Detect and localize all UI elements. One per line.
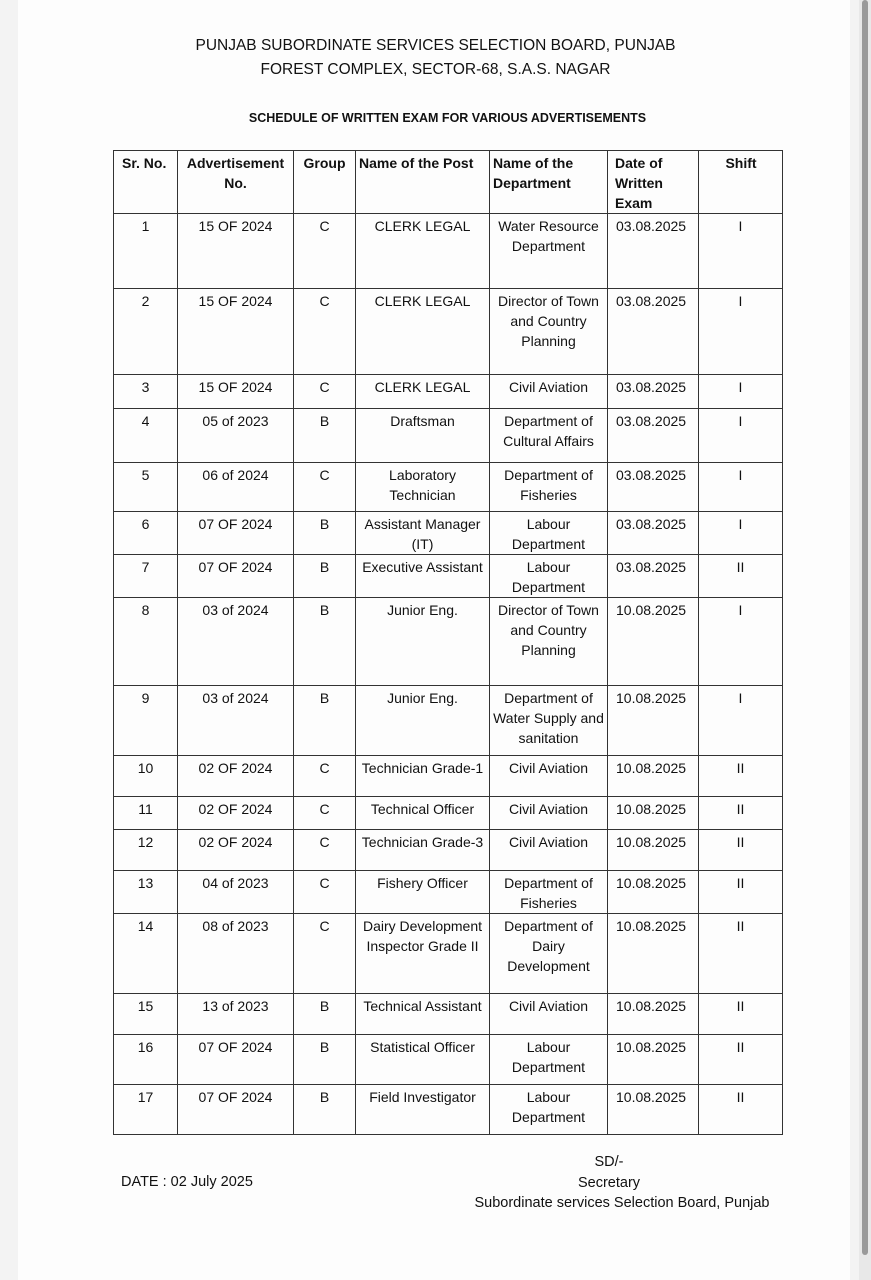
table-row [114,830,783,871]
cell-sr-no: 15 [114,994,178,1035]
cell-advertisement-no: 02 OF 2024 [178,830,294,871]
cell-department: Labour Department [490,1035,608,1085]
cell-shift: II [699,871,783,914]
cell-exam-date: 03.08.2025 [608,409,699,463]
header-post: Name of the Post [356,151,490,214]
cell-shift: II [699,994,783,1035]
cell-exam-date: 10.08.2025 [608,598,699,686]
cell-advertisement-no: 03 of 2024 [178,598,294,686]
cell-department: Department of Dairy Development [490,914,608,994]
schedule-title: SCHEDULE OF WRITTEN EXAM FOR VARIOUS ADVERTISEMENTS [248,111,647,125]
cell-shift: I [699,686,783,756]
cell-group: B [294,555,356,598]
header-exam-date: Date of Written Exam [608,151,699,214]
cell-sr-no: 11 [114,797,178,830]
scrollbar-thumb[interactable] [862,0,868,1255]
cell-post: Junior Eng. [356,598,490,686]
table-row [114,871,783,914]
cell-department: Labour Department [490,1085,608,1135]
cell-shift: II [699,555,783,598]
cell-department: Labour Department [490,555,608,598]
cell-exam-date: 03.08.2025 [608,289,699,375]
cell-post: Statistical Officer [356,1035,490,1085]
cell-advertisement-no: 15 OF 2024 [178,289,294,375]
cell-exam-date: 10.08.2025 [608,686,699,756]
table-row [114,756,783,797]
cell-group: B [294,409,356,463]
cell-department: Civil Aviation [490,375,608,409]
cell-post: Assistant Manager (IT) [356,512,490,555]
cell-shift: II [699,914,783,994]
cell-department: Civil Aviation [490,994,608,1035]
cell-shift: I [699,214,783,289]
cell-sr-no: 17 [114,1085,178,1135]
cell-group: C [294,797,356,830]
table-row [114,914,783,994]
cell-post: Technician Grade-3 [356,830,490,871]
cell-group: C [294,289,356,375]
cell-sr-no: 5 [114,463,178,512]
cell-group: B [294,994,356,1035]
cell-sr-no: 1 [114,214,178,289]
cell-advertisement-no: 07 OF 2024 [178,512,294,555]
cell-post: CLERK LEGAL [356,375,490,409]
cell-post: Laboratory Technician [356,463,490,512]
cell-sr-no: 2 [114,289,178,375]
cell-advertisement-no: 02 OF 2024 [178,797,294,830]
cell-group: B [294,598,356,686]
table-row [114,1035,783,1085]
cell-sr-no: 4 [114,409,178,463]
cell-sr-no: 8 [114,598,178,686]
table-row [114,994,783,1035]
cell-advertisement-no: 07 OF 2024 [178,1085,294,1135]
cell-shift: I [699,463,783,512]
cell-post: Junior Eng. [356,686,490,756]
cell-group: C [294,914,356,994]
header-group: Group [294,151,356,214]
scrollbar-track[interactable] [859,0,871,1280]
cell-exam-date: 10.08.2025 [608,797,699,830]
cell-shift: II [699,797,783,830]
cell-shift: II [699,1035,783,1085]
table-row [114,214,783,289]
cell-post: CLERK LEGAL [356,214,490,289]
table-row [114,1085,783,1135]
cell-shift: I [699,409,783,463]
cell-exam-date: 10.08.2025 [608,1035,699,1085]
cell-sr-no: 9 [114,686,178,756]
board-address: FOREST COMPLEX, SECTOR-68, S.A.S. NAGAR [260,61,611,78]
cell-exam-date: 03.08.2025 [608,214,699,289]
cell-department: Water Resource Department [490,214,608,289]
cell-advertisement-no: 15 OF 2024 [178,214,294,289]
table-row [114,512,783,555]
document-date: DATE : 02 July 2025 [121,1174,253,1190]
cell-advertisement-no: 05 of 2023 [178,409,294,463]
cell-department: Civil Aviation [490,830,608,871]
table-row [114,409,783,463]
cell-advertisement-no: 03 of 2024 [178,686,294,756]
table-row [114,598,783,686]
header-advertisement-no: Advertisement No. [178,151,294,214]
cell-group: C [294,375,356,409]
table-row [114,289,783,375]
table-row [114,375,783,409]
cell-department: Department of Cultural Affairs [490,409,608,463]
board-name-heading: PUNJAB SUBORDINATE SERVICES SELECTION BOARD, PUNJAB [195,37,676,54]
cell-exam-date: 03.08.2025 [608,555,699,598]
cell-shift: II [699,830,783,871]
cell-department: Department of Fisheries [490,463,608,512]
table-header-row [114,151,783,214]
cell-exam-date: 10.08.2025 [608,756,699,797]
cell-post: Fishery Officer [356,871,490,914]
table-row [114,686,783,756]
cell-post: Technical Assistant [356,994,490,1035]
cell-shift: I [699,598,783,686]
cell-advertisement-no: 07 OF 2024 [178,555,294,598]
cell-exam-date: 10.08.2025 [608,1085,699,1135]
cell-exam-date: 03.08.2025 [608,375,699,409]
cell-department: Department of Fisheries [490,871,608,914]
cell-post: Field Investigator [356,1085,490,1135]
cell-shift: I [699,375,783,409]
cell-sr-no: 14 [114,914,178,994]
cell-post: Technician Grade-1 [356,756,490,797]
table-row [114,555,783,598]
cell-post: Technical Officer [356,797,490,830]
cell-post: CLERK LEGAL [356,289,490,375]
cell-exam-date: 10.08.2025 [608,830,699,871]
cell-advertisement-no: 04 of 2023 [178,871,294,914]
signatory-designation: Secretary [577,1175,641,1191]
cell-shift: I [699,512,783,555]
signatory-board: Subordinate services Selection Board, Punjab [474,1195,770,1211]
cell-group: B [294,1035,356,1085]
header-shift: Shift [699,151,783,214]
header-sr-no: Sr. No. [114,151,178,214]
cell-advertisement-no: 15 OF 2024 [178,375,294,409]
cell-department: Director of Town and Country Planning [490,598,608,686]
exam-schedule-table [113,150,783,1135]
cell-advertisement-no: 08 of 2023 [178,914,294,994]
cell-group: B [294,686,356,756]
cell-sr-no: 16 [114,1035,178,1085]
cell-post: Executive Assistant [356,555,490,598]
cell-department: Director of Town and Country Planning [490,289,608,375]
cell-exam-date: 10.08.2025 [608,871,699,914]
table-row [114,463,783,512]
table-row [114,797,783,830]
cell-sr-no: 3 [114,375,178,409]
cell-exam-date: 10.08.2025 [608,994,699,1035]
signature-mark: SD/- [594,1154,624,1170]
cell-group: C [294,463,356,512]
cell-shift: II [699,1085,783,1135]
cell-sr-no: 13 [114,871,178,914]
cell-advertisement-no: 07 OF 2024 [178,1035,294,1085]
cell-shift: I [699,289,783,375]
cell-group: C [294,830,356,871]
cell-post: Dairy Development Inspector Grade II [356,914,490,994]
cell-sr-no: 6 [114,512,178,555]
cell-sr-no: 12 [114,830,178,871]
cell-exam-date: 10.08.2025 [608,914,699,994]
cell-advertisement-no: 06 of 2024 [178,463,294,512]
cell-group: C [294,871,356,914]
cell-exam-date: 03.08.2025 [608,512,699,555]
cell-exam-date: 03.08.2025 [608,463,699,512]
cell-sr-no: 7 [114,555,178,598]
cell-department: Labour Department [490,512,608,555]
cell-department: Department of Water Supply and sanitation [490,686,608,756]
cell-group: C [294,756,356,797]
cell-group: C [294,214,356,289]
cell-group: B [294,1085,356,1135]
header-department: Name of the Department [490,151,608,214]
cell-advertisement-no: 02 OF 2024 [178,756,294,797]
cell-post: Draftsman [356,409,490,463]
cell-advertisement-no: 13 of 2023 [178,994,294,1035]
cell-group: B [294,512,356,555]
cell-shift: II [699,756,783,797]
cell-department: Civil Aviation [490,797,608,830]
cell-department: Civil Aviation [490,756,608,797]
cell-sr-no: 10 [114,756,178,797]
